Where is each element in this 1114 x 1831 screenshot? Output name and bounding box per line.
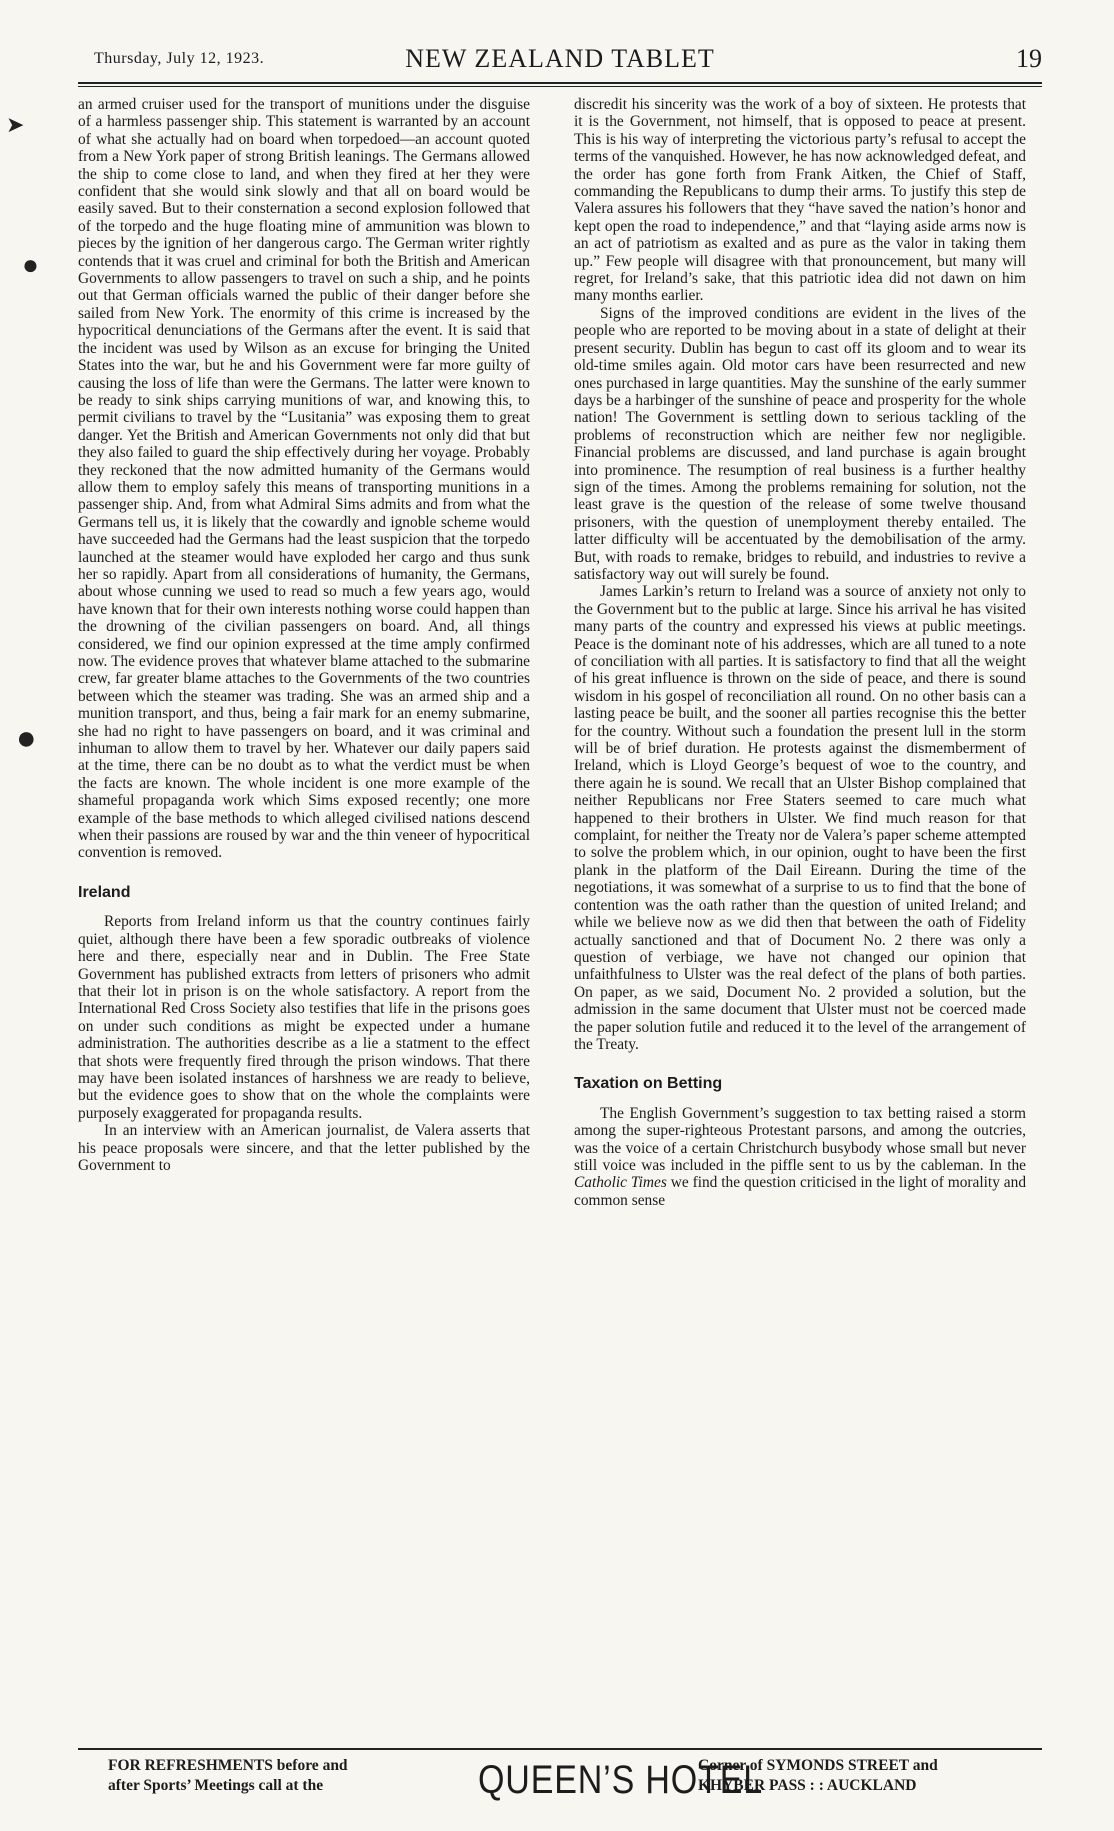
header-rule (78, 82, 1042, 84)
footer-rule (78, 1748, 1042, 1750)
issue-date: Thursday, July 12, 1923. (94, 50, 265, 67)
left-column (78, 96, 530, 1174)
paragraph-text: The English Government’s suggestion to tax betting raised a storm among the super-righteous Protestant parsons, and among the outcries, was the voice of a certain Christchurch busybody whose small but never still voice was included in the piffle sent to us by the cableman. In the (574, 1104, 1026, 1174)
publication-title: Catholic Times (574, 1174, 667, 1192)
ad-left-text (108, 1756, 348, 1796)
article-paragraph: an armed cruiser used for the transport of munitions under the disguise of a harmless passenger ship. This statement is warranted by an account of what she actually had on board when torpedoed—an account quoted from a New York paper of strong British leanings. The Germans allowed the ship to come close to land, and when they fired at her they were confident that she would sink slowly and that all on board would be easily saved. But to their consternation a second explosion followed that of the torpedo and the huge floating mine of ammunition was blown to pieces by the ignition of her dangerous cargo. The German writer rightly contends that it was cruel and criminal for both the British and American Governments to allow passengers to travel on such a ship, and he points out that German officials warned the public of their danger before she sailed from New York. The enormity of this crime is increased by the hypocritical denunciations of the Germans after the event. It is said that the incident was used by Wilson as an excuse for bringing the United States into the war, but he and his Government were far more guilty of causing the loss of life than were the Germans. The latter were known to be ready to sink ships carrying munitions of war, and knowing this, to permit civilians to travel by the “Lusitania” was exposing them to great danger. Yet the British and American Governments not only did that but they also failed to guard the ship effectively during her voyage. Probably they reckoned that the now admitted humanity of the Germans would allow them to employ safely this means of transporting munitions in a passenger ship. And, from what Admiral Sims admits and from what the Germans tell us, it is likely that the cowardly and ignoble scheme would have succeeded had the Germans had the least suspicion that the torpedo launched at the steamer would have exploded her cargo and thus sunk her so rapidly. Apart from all considerations of humanity, the Germans, about whose cunning we used to read so much a few years ago, would have known that for their own interests nothing worse could happen than the drowning of the civilian passengers on board. And, all things considered, we find our opinion expressed at the time amply confirmed now. The evidence proves that whatever blame attached to the submarine crew, far greater blame attaches to the Governments of the two countries between which the steamer was trading. She was an armed ship and a munition transport, and thus, being a fair mark for an enemy submarine, she had no right to have passengers on board, and it was criminal and inhuman to allow them to travel by her. Whatever our daily papers said at the time, there can be no doubt as to what the verdict must be when the facts are known. The whole incident is one more example of the shameful propaganda work which Sims exposed recently; one more example of the base methods to which alleged civilised nations descend when their passions are roused by war and the thin veneer of hypocritical convention is removed. (78, 96, 530, 862)
masthead-title: NEW ZEALAND TABLET (405, 44, 715, 73)
page-number: 19 (1016, 44, 1042, 73)
article-paragraph: discredit his sincerity was the work of a boy of sixteen. He protests that it is the Government, not himself, that is opposed to peace at present. This is his way of interpreting the victorious party’s refusal to accept the terms of the vanquished. However, he has now acknowledged defeat, and the order has gone forth from Frank Aitken, the Chief of Staff, commanding the Republicans to dump their arms. To justify this step de Valera assures his followers that they “have saved the nation’s honor and kept open the road to independence,” and that “laying aside arms now is an act of patriotism as exalted and as pure as the valor in taking them up.” Few people will disagree with that pronouncement, but many will regret, for Ireland’s sake, that this patriotic idea did not dawn on him many months earlier. (574, 96, 1026, 305)
margin-bracket-icon: ● (22, 250, 39, 281)
article-paragraph: Signs of the improved conditions are evident in the lives of the people who are reported to be moving about in a state of delight at their present security. Dublin has begun to cast off its gloom and to wear its old-time smiles again. Old motor cars have been resurrected and new ones purchased in large quantities. May the sunshine of the early summer days be a harbinger of the sunshine of peace and prosperity for the whole nation! The Government is settling down to serious tackling of the problems of reconstruction which are neither few nor negligible. Financial problems are discussed, and land purchase is again brought into prominence. The resumption of real business is a further healthy sign of the times. Among the problems remaining for solution, not the least grave is the question of the release of some twelve thousand prisoners, with the question of unemployment thereby entailed. The latter difficulty will be accentuated by the demobilisation of the army. But, with roads to remake, bridges to rebuild, and industries to revive a satisfactory way out will surely be found. (574, 304, 1026, 583)
hotel-name: QUEEN’S HOTEL (478, 1758, 764, 1802)
margin-blot-icon: ● (16, 720, 37, 757)
article-paragraph: In an interview with an American journalist, de Valera asserts that his peace proposals were sincere, and that the letter published by the Government to (78, 1122, 530, 1174)
ad-line: Corner of SYMONDS STREET and (698, 1757, 938, 1774)
advertisement-banner (78, 1754, 1042, 1816)
ad-line: after Sports’ Meetings call at the (108, 1777, 324, 1794)
article-paragraph: James Larkin’s return to Ireland was a source of anxiety not only to the Government but to the public at large. Since his arrival he has visited many parts of the country and expressed his views at public meetings. Peace is the dominant note of his addresses, which are all tuned to a note of conciliation with all parties. It is satisfactory to find that all the weight of his great influence is thrown on the side of peace, and there is sound wisdom in his gospel of reconciliation all round. On no other basis can a lasting peace be built, and the sooner all parties recognise this the better for the country. Without such a foundation the present lull in the storm will be of brief duration. He protests against the dismemberment of Ireland, which is Lloyd George’s bequest of woe to the country, and there again he is sound. We recall that an Ulster Bishop complained that neither Republicans nor Free Staters seemed to care much what happened to their brothers in Ulster. We find much reason for that complaint, for neither the Treaty nor de Valera’s paper scheme attempted to solve the problem which, in our opinion, ought to have been the first plank in the platform of the Dail Eireann. During the time of the negotiations, it was somewhat of a surprise to us to find that the bone of contention was the oath rather than the question of united Ireland; and while we believe now as we did then that between the oath of Fidelity actually sanctioned and that of Document No. 2 there was only a question of verbiage, we have not changed our opinion that unfaithfulness to Ulster was the real defect of the plans of both parties. On paper, as we said, Document No. 2 provided a solution, but the admission in the same document that Ulster must not be coerced made the paper solution futile and reduced it to the level of the arrangement of the Treaty. (574, 583, 1026, 1053)
article-paragraph: Reports from Ireland inform us that the country continues fairly quiet, although there have been a few sporadic outbreaks of violence here and there, especially near and in Dublin. The Free State Government has published extracts from letters of prisoners who admit that their lot in prison is on the whole satisfactory. A report from the International Red Cross Society also testifies that life in the prisons goes on under such conditions as might be expected under a humane administration. The authorities describe as a lie a statment to the effect that shots were frequently fired through the prison windows. That there may have been isolated instances of harshness we are ready to believe, but the evidence goes to show that on the whole the complaints were purposely exaggerated for propaganda results. (78, 913, 530, 1122)
right-column (574, 96, 1026, 1209)
section-heading-taxation: Taxation on Betting (574, 1075, 723, 1093)
ad-line: KHYBER PASS : : AUCKLAND (698, 1777, 917, 1794)
ad-line: FOR REFRESHMENTS before and (108, 1757, 348, 1774)
paragraph-text: we find the question criticised in the light of morality and common sense (574, 1174, 1027, 1209)
margin-arrow-icon: ➤ (6, 112, 25, 137)
ad-right-text (698, 1756, 938, 1796)
page-header (78, 40, 1042, 76)
header-rule-thin (78, 86, 1042, 87)
section-heading-ireland: Ireland (78, 883, 131, 901)
article-paragraph (574, 1105, 1026, 1209)
